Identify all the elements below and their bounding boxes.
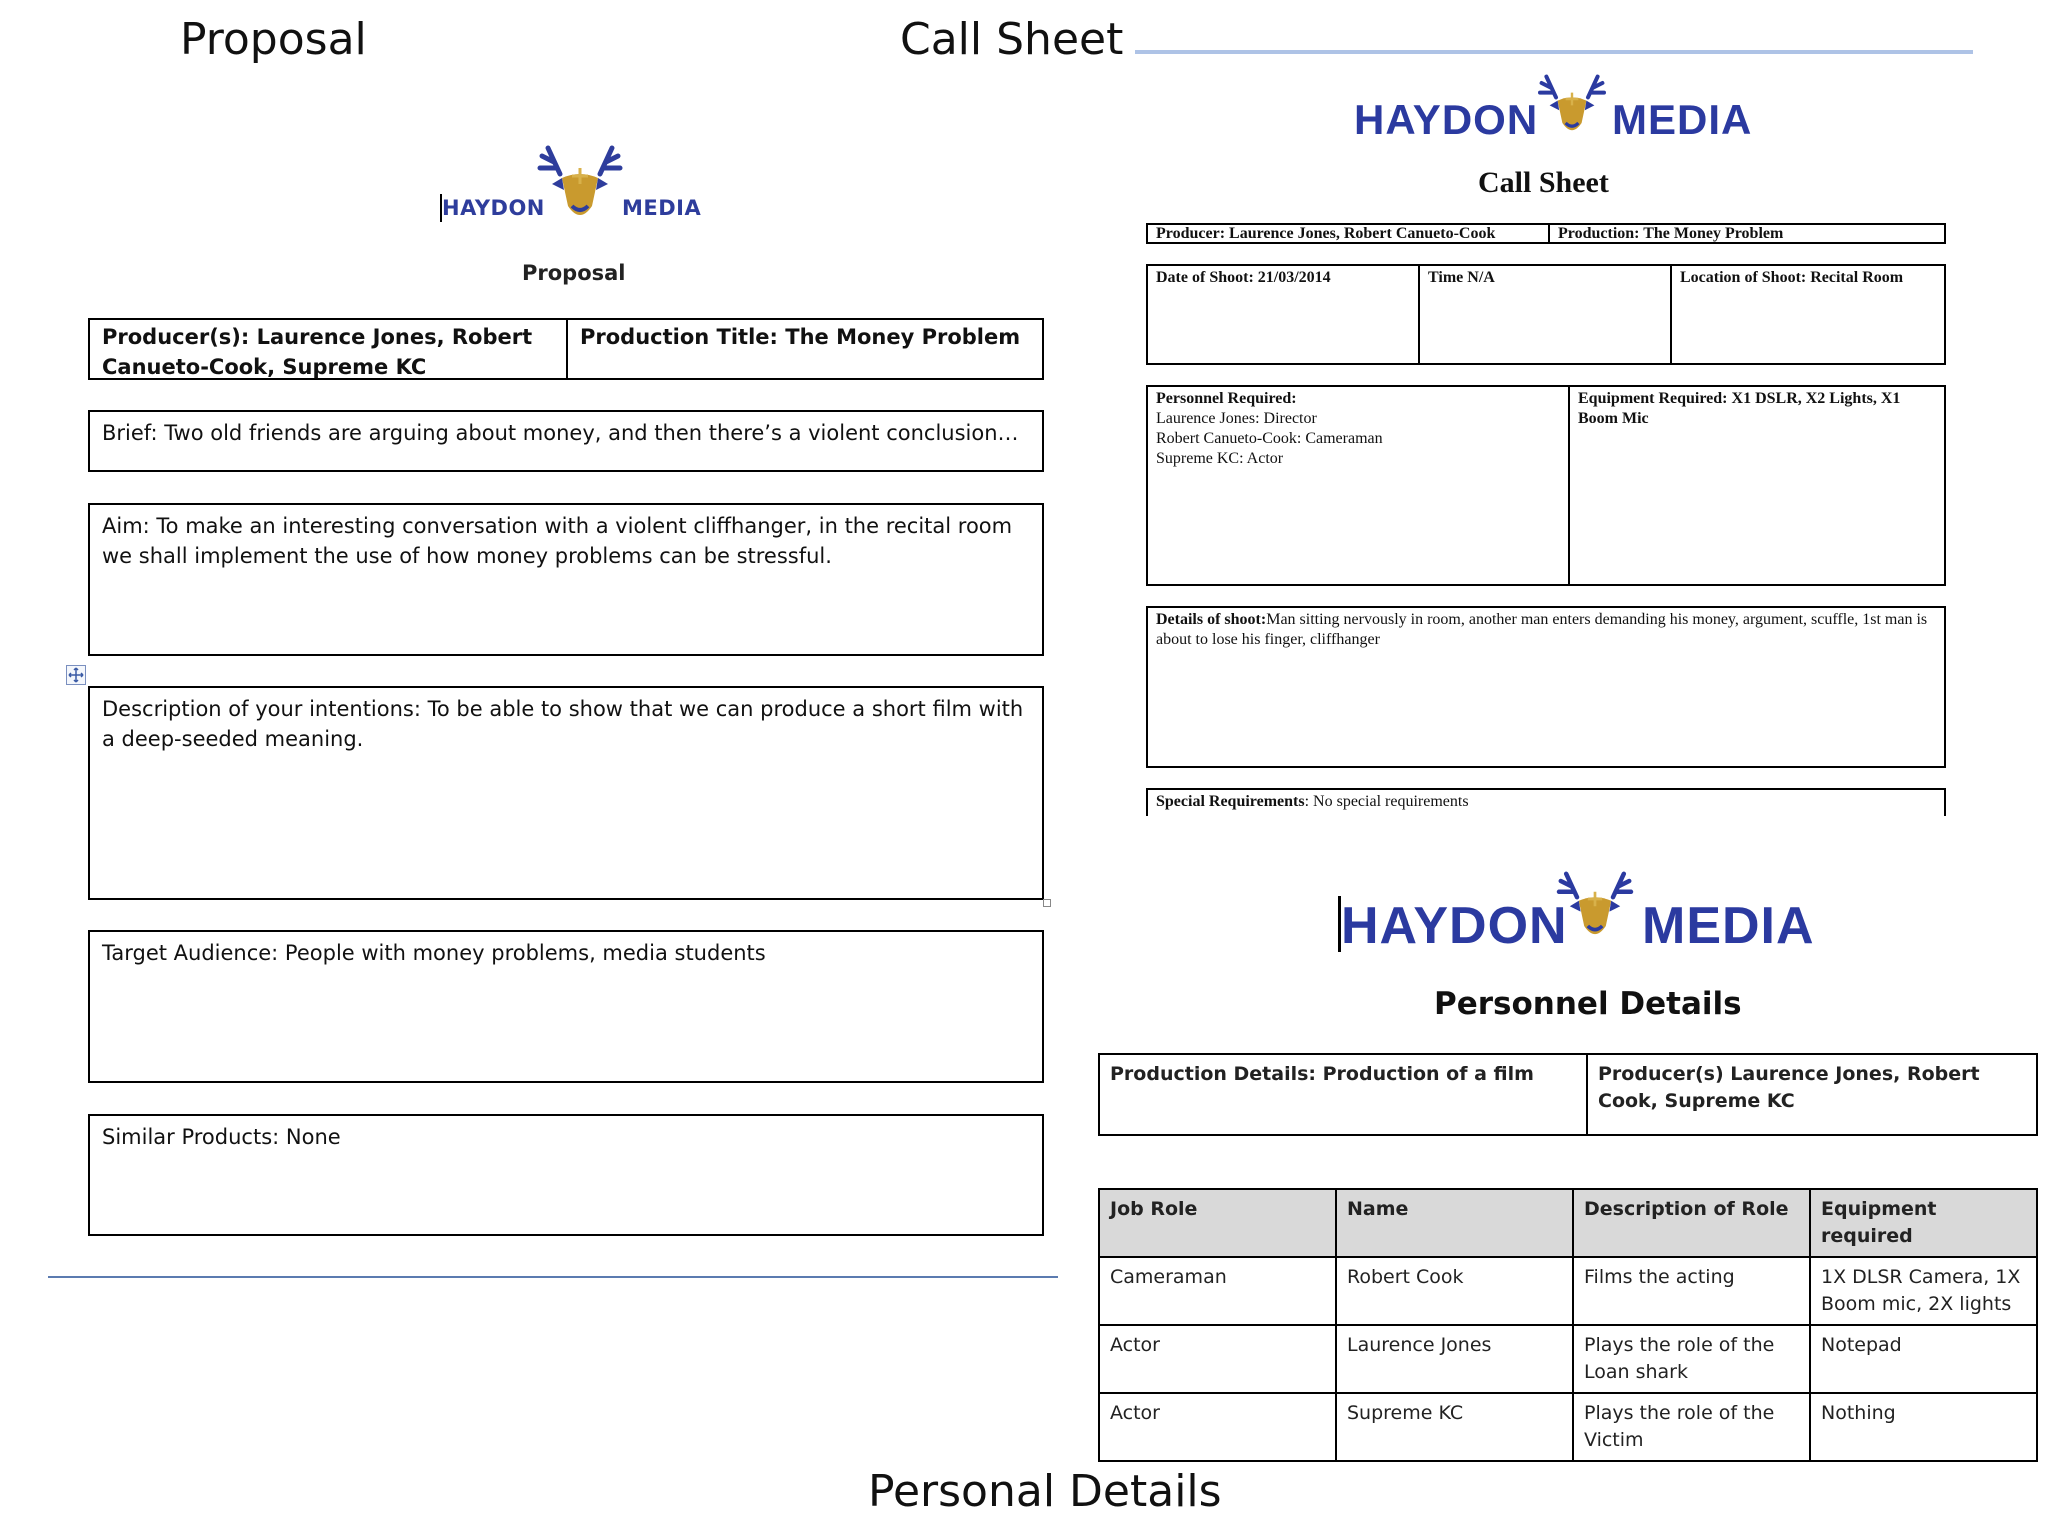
table-cell: Robert Cook (1336, 1257, 1573, 1325)
call-sheet-location: Location of Shoot: Recital Room (1680, 269, 1904, 286)
call-sheet-special-box (1146, 788, 1946, 816)
proposal-similar-products: Similar Products: None (88, 1114, 1044, 1236)
proposal-description: Description of your intentions: To be able to show that we can produce a short film with a deep-seeded meaning. (88, 686, 1044, 900)
table-cell: Actor (1099, 1325, 1336, 1393)
call-sheet-details-box (1146, 606, 1946, 768)
table-header-row (1099, 1189, 2037, 1257)
table-cell: Actor (1099, 1393, 1336, 1461)
table-cell: Laurence Jones (1336, 1325, 1573, 1393)
table-row (1099, 1393, 2037, 1461)
table-move-handle-icon[interactable] (66, 665, 86, 685)
stag-head-logo-icon (1532, 72, 1612, 142)
call-sheet-section-title: Call Sheet (900, 14, 1124, 65)
call-sheet-details-text: Man sitting nervously in room, another man enters demanding his money, argument, scuffle, 1st man is about to lose his finger, cliffhanger (1156, 611, 1928, 648)
table-cell: Notepad (1810, 1325, 2037, 1393)
call-sheet-shoot-row (1146, 264, 1946, 365)
column-header: Description of Role (1573, 1189, 1810, 1257)
logo-left-word: HAYDON (1341, 897, 1568, 955)
proposal-bottom-rule (48, 1276, 1058, 1278)
call-sheet-equipment: Equipment Required: X1 DSLR, X2 Lights, X1 Boom Mic (1578, 390, 1901, 427)
column-header: Name (1336, 1189, 1573, 1257)
call-sheet-date: Date of Shoot: 21/03/2014 (1156, 269, 1331, 286)
table-row (1099, 1325, 2037, 1393)
table-cell: Cameraman (1099, 1257, 1336, 1325)
call-sheet-title-rule (1135, 50, 1973, 54)
call-sheet-personnel-item: Laurence Jones: Director (1156, 410, 1317, 427)
personnel-production-table (1098, 1053, 2038, 1136)
call-sheet-special-text: : No special requirements (1304, 793, 1469, 810)
call-sheet-time: Time N/A (1428, 269, 1495, 286)
logo-right-word: MEDIA (1612, 96, 1753, 143)
personnel-logo (1338, 866, 1815, 966)
call-sheet-details-label: Details of shoot: (1156, 611, 1267, 628)
table-cell: Plays the role of the Loan shark (1573, 1325, 1810, 1393)
proposal-producer-table (88, 318, 1044, 380)
table-cell: Supreme KC (1336, 1393, 1573, 1461)
call-sheet-special-label: Special Requirements (1156, 793, 1305, 810)
proposal-aim: Aim: To make an interesting conversation with a violent cliffhanger, in the recital room we shall implement the use of how money problems can be stressful. (88, 503, 1044, 656)
proposal-target-audience: Target Audience: People with money problems, media students (88, 930, 1044, 1083)
personnel-heading: Personnel Details (1434, 986, 1742, 1022)
logo-right-word: MEDIA (1642, 897, 1815, 955)
personnel-roles-table (1098, 1188, 2038, 1462)
proposal-logo (440, 144, 720, 234)
call-sheet-producer-row (1146, 223, 1946, 244)
personal-details-section-title: Personal Details (868, 1466, 1222, 1517)
call-sheet-production: Production: The Money Problem (1558, 225, 1784, 242)
proposal-brief: Brief: Two old friends are arguing about money, and then there’s a violent conclusion… (88, 410, 1044, 472)
proposal-producers: Producer(s): Laurence Jones, Robert Canueto-Cook, Supreme KC (90, 320, 568, 378)
column-header: Equipment required (1810, 1189, 2037, 1257)
proposal-section-title: Proposal (180, 14, 367, 65)
table-cell: Plays the role of the Victim (1573, 1393, 1810, 1461)
table-cell: Films the acting (1573, 1257, 1810, 1325)
logo-left-word: HAYDON (1354, 96, 1539, 143)
call-sheet-personnel-item: Supreme KC: Actor (1156, 450, 1284, 467)
table-row (1099, 1257, 2037, 1325)
call-sheet-logo (1352, 72, 1752, 152)
personnel-production-details: Production Details: Production of a film (1099, 1054, 1587, 1135)
proposal-production-title: Production Title: The Money Problem (580, 325, 1021, 349)
table-cell: Nothing (1810, 1393, 2037, 1461)
proposal-heading: Proposal (522, 261, 626, 285)
table-cell: 1X DLSR Camera, 1X Boom mic, 2X lights (1810, 1257, 2037, 1325)
call-sheet-personnel-row (1146, 385, 1946, 586)
call-sheet-personnel-item: Robert Canueto-Cook: Cameraman (1156, 430, 1383, 447)
call-sheet-producer: Producer: Laurence Jones, Robert Canueto-Cook (1156, 225, 1496, 242)
stag-head-logo-icon (1550, 866, 1640, 950)
stag-head-logo-icon (530, 144, 630, 228)
personnel-producers: Producer(s) Laurence Jones, Robert Cook, Supreme KC (1587, 1054, 2037, 1135)
logo-left-word: HAYDON (442, 196, 545, 220)
table-resize-handle[interactable] (1043, 899, 1051, 907)
call-sheet-heading: Call Sheet (1478, 166, 1609, 199)
column-header: Job Role (1099, 1189, 1336, 1257)
call-sheet-personnel-label: Personnel Required: (1156, 390, 1297, 407)
logo-right-word: MEDIA (622, 196, 702, 220)
